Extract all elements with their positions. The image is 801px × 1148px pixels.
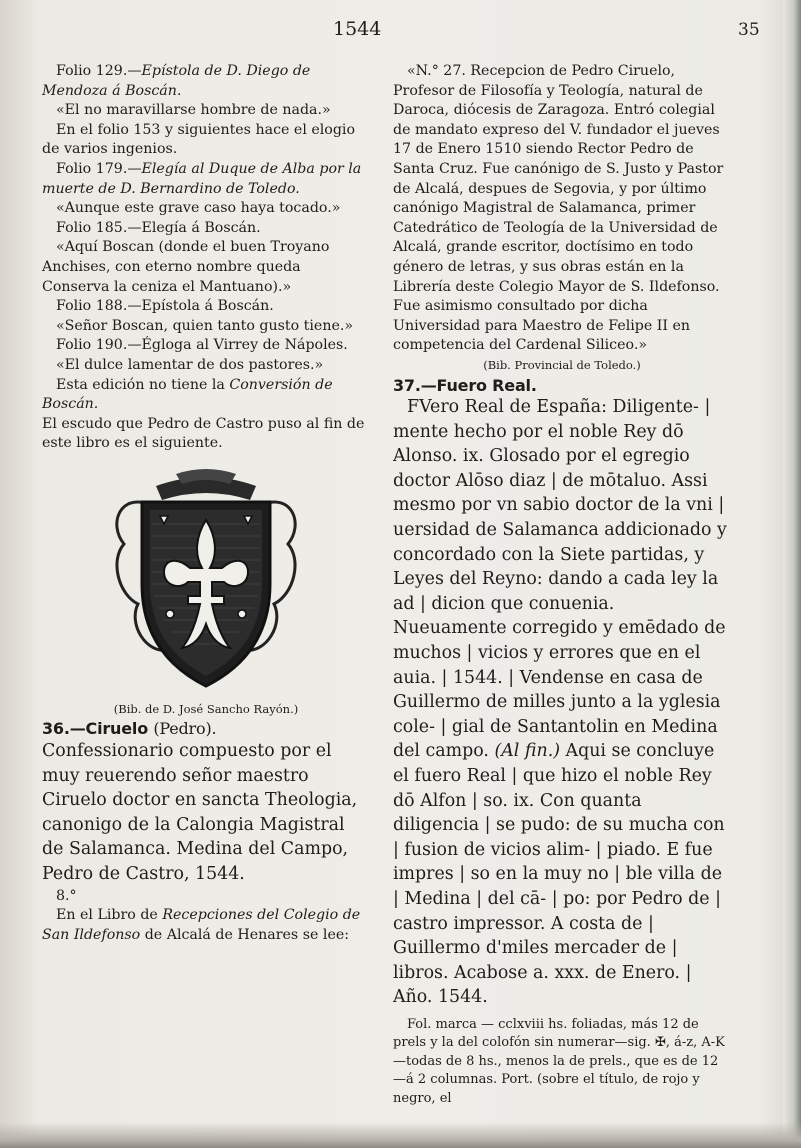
coat-of-arms-figure xyxy=(42,464,370,696)
page-edge-right xyxy=(783,0,801,1148)
bibliographic-description: Fol. marca — cclxviii hs. foliadas, más 12 de prels y la del colofón sin numerar—sig. ✠, á-z, A-K—todas de 8 hs., menos la de prels., que es de 12—á 2 columnas. Port. (sobre el título, de rojo y negro, el xyxy=(393,1016,725,1106)
page-number: 35 xyxy=(738,20,760,40)
entry-quote: «Aunque este grave caso haya tocado.» xyxy=(56,200,341,217)
entry-line: Folio 129.—Epístola de D. Diego de Mendoza á Boscán. xyxy=(42,63,311,99)
entry-line: Folio 190.—Égloga al Virrey de Nápoles. xyxy=(56,337,348,354)
entry-heading: 37.—Fuero Real. xyxy=(393,375,537,395)
coat-of-arms-illustration xyxy=(90,464,322,696)
entry-line: Folio 179.—Elegía al Duque de Alba por la muerte de D. Bernardino de Toledo. xyxy=(42,160,362,197)
entry-quote: «El no maravillarse hombre de nada.» xyxy=(56,102,331,119)
title-transcription: Confessionario compuesto por el muy reuerendo señor maestro Ciruelo doctor en sancta Theologia, canonigo de la Calongia Magistral de Salamanca. Medina del Campo, Pedro de Castro, 1544. xyxy=(42,741,358,885)
figure-caption: (Bib. de D. José Sancho Rayón.) xyxy=(113,701,299,716)
page-header xyxy=(0,18,801,48)
entry-paragraph: El escudo que Pedro de Castro puso al fin de este libro es el siguiente. xyxy=(42,415,365,452)
running-head-year: 1544 xyxy=(333,18,382,40)
entry-quote: «Señor Boscan, quien tanto gusto tiene.» xyxy=(56,317,354,334)
entry-number: 8.° xyxy=(56,887,77,904)
entry-paragraph: En el folio 153 y siguientes hace el elogio de varios ingenios. xyxy=(42,121,356,158)
entry-line: Folio 188.—Epístola á Boscán. xyxy=(56,298,274,315)
entry-heading: 36.—Ciruelo (Pedro). xyxy=(42,719,217,739)
entry-paragraph: Esta edición no tiene la Conversión de Boscán. xyxy=(42,376,333,413)
entry-quote: «N.° 27. Recepcion de Pedro Ciruelo, Profesor de Filosofía y Teología, natural de Daroca, diócesis de Zaragoza. Entró colegial de mandato expreso del V. fundador el jueves 17 de Enero 1510 siendo Rector Pedro de Santa Cruz. Fue canónigo de S. Justo y Pastor de Alcalá, despues de Segovia, y por último canónigo Magistral de Salamanca, primer Catedrático de Teología de la Universidad de Alcalá, grande escritor, doctísimo en todo género de letras, y sus obras están en la Librería deste Colegio Mayor de S. Ildefonso. Fue asimismo consultado por dicha Universidad para Maestro de Felipe II en competencia del Cardenal Siliceo.» xyxy=(393,63,724,354)
page-edge-bottom xyxy=(0,1122,801,1148)
right-column xyxy=(393,62,731,1108)
source-note: (Bib. Provincial de Toledo.) xyxy=(483,357,641,372)
entry-quote: «El dulce lamentar de dos pastores.» xyxy=(56,356,324,373)
entry-line: Folio 185.—Elegía á Boscán. xyxy=(56,219,261,236)
title-transcription: FVero Real de España: Diligente- | mente hecho por el noble Rey dō Alonso. ix. Glosado por el egregio doctor Alōso diaz | de mōtaluo. Assi mesmo por vn sabio doctor de la vni | uersidad de Salamanca addicionado y concordado con la Siete partidas, y Leyes del Reyno: dando a cada ley la ad | dicion que conuenia. Nueuamente corregido y emēdado de muchos | vicios y errores que en el auia. | 1544. | Vendense en casa de Guillermo de milles junto a la yglesia cole- | gial de Santantolin en Medina del campo. (Al fin.) Aqui se concluye el fuero Real | que hizo el noble Rey dō Alfon | so. ix. Con quanta diligencia | se pudo: de su mucha con | fusion de vicios alim- | piado. E fue impres | so en la muy no | ble villa de | Medina | del cā- | po: por Pedro de | castro impressor. A costa de | Guillermo d'miles mercader de | libros. Acabose a. xxx. de Enero. | Año. 1544. xyxy=(393,397,727,1008)
entry-paragraph: En el Libro de Recepciones del Colegio de San Ildefonso de Alcalá de Henares se lee: xyxy=(42,907,361,943)
left-column xyxy=(42,62,370,945)
entry-quote: «Aquí Boscan (donde el buen Troyano Anchises, con eterno nombre queda Conserva la ceniza el Mantuano).» xyxy=(42,239,330,295)
